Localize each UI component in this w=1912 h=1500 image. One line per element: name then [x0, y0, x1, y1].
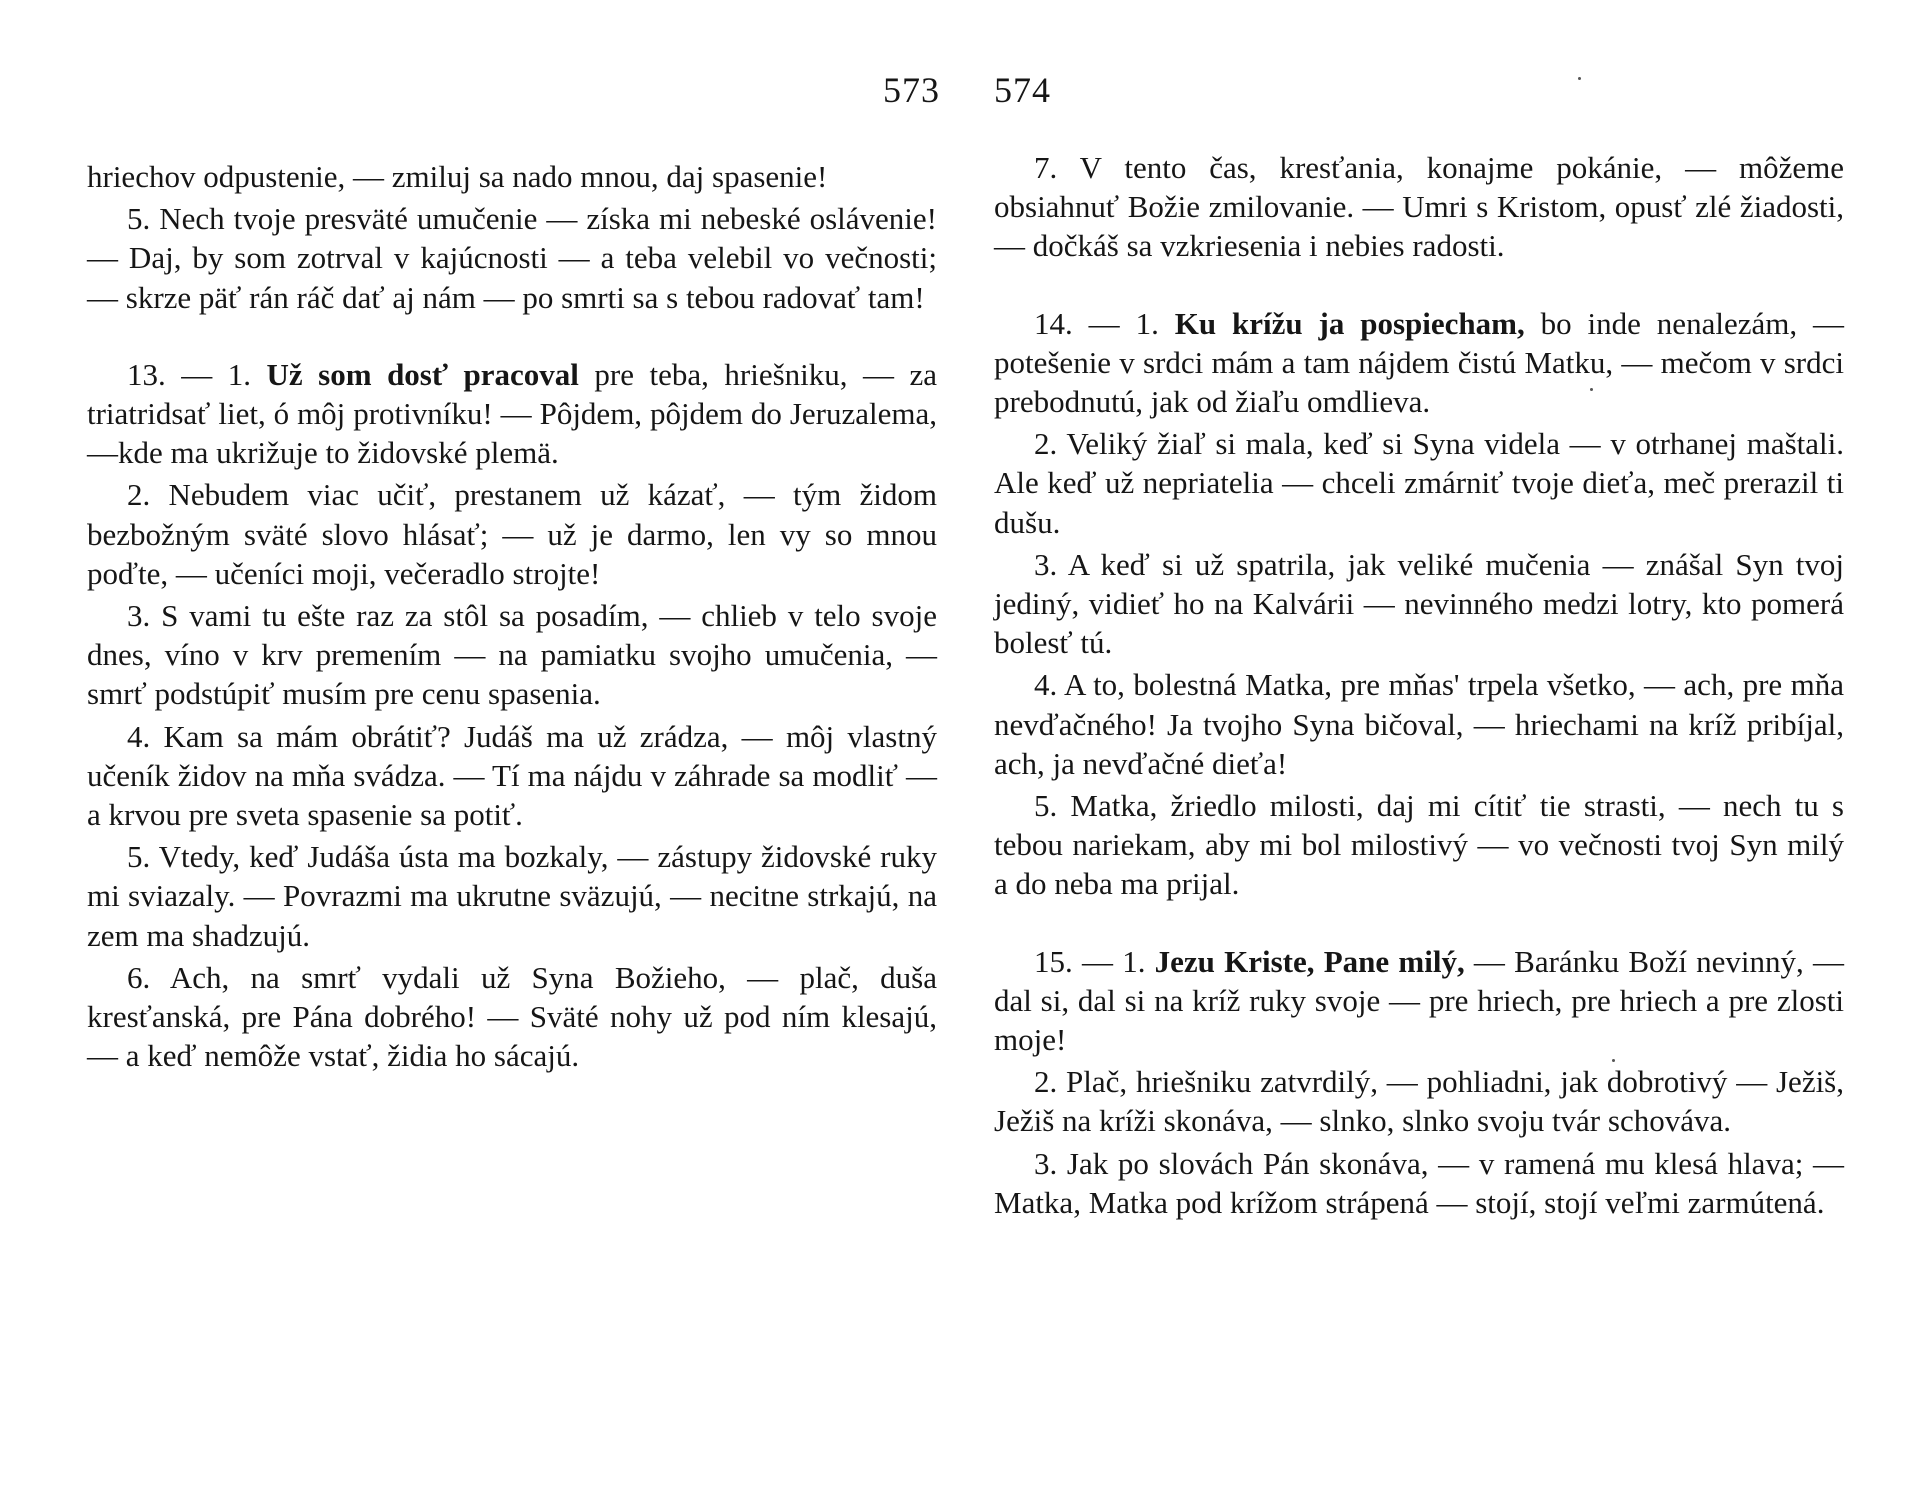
right-page-text: [994, 148, 1844, 1225]
song-title: Ku krížu ja pospiecham,: [1174, 305, 1525, 341]
paragraph: 3. S vami tu ešte raz za stôl sa posadím, — chlieb v telo svoje dnes, víno v krv premením — na pamiatku svojho umučenia, — smrť podstúpiť musím pre cenu spasenia.: [87, 598, 937, 712]
song-title: Jezu Kriste, Pane milý,: [1154, 943, 1465, 979]
song-15-heading: [994, 942, 1844, 1060]
song-number: 15. — 1.: [1034, 943, 1146, 979]
paragraph: 4. Kam sa mám obrátiť? Judáš ma už zrádza, — môj vlastný učeník židov na mňa svádza. — Tí ma nájdu v záhrade sa modliť — a krvou pre sveta spasenie sa potiť.: [87, 718, 937, 833]
right-page-number: 574: [994, 70, 1051, 110]
paragraph: 6. Ach, na smrť vydali už Syna Božieho, — plač, duša kresťanská, pre Pána dobrého! — Sväté nohy už pod ním klesajú, — a keď nemôže vstať, židia ho sácajú.: [87, 959, 937, 1074]
song-14-heading: [994, 304, 1844, 422]
left-page-text: [87, 157, 937, 1078]
paragraph: 3. A keď si už spatrila, jak veliké mučenia — znášal Syn tvoj jediný, vidieť ho na Kalvárii — nevinného medzi lotry, kto pomerá bolesť tú.: [994, 546, 1844, 661]
song-title: Už som dosť pracoval: [266, 356, 579, 392]
paragraph: 3. Jak po slovách Pán skonáva, — v ramená mu klesá hlava; — Matka, Matka pod krížom strápená — stojí, stojí veľmi zarmútená.: [994, 1145, 1844, 1220]
right-page: [994, 0, 1844, 1500]
scan-speck: [1578, 77, 1581, 80]
scan-speck: [1590, 388, 1593, 391]
song-text: bo inde nenalezám, — potešenie v srdci mám a tam nájdem čistú Matku, — mečom v srdci prebodnutú, jak od žiaľu omdlieva.: [994, 305, 1844, 420]
paragraph: 5. Vtedy, keď Judáša ústa ma bozkaly, — zástupy židovské ruky mi sviazaly. — Povrazmi ma ukrutne sväzujú, — necitne strkajú, na zem ma shadzujú.: [87, 839, 937, 953]
paragraph: 2. Nebudem viac učiť, prestanem už kázať, — tým židom bezbožným sväté slovo hlásať; — už je darmo, len vy so mnou poďte, — učeníci moji, večeradlo strojte!: [87, 477, 937, 591]
song-13-heading: [87, 355, 937, 473]
song-text: pre teba, hriešniku, — za triatridsať liet, ó môj protivníku! — Pôjdem, pôjdem do Jeruzalema, —kde ma ukrižuje to židovské plemä.: [87, 356, 938, 471]
paragraph: 2. Veliký žiaľ si mala, keď si Syna videla — v otrhanej maštali. Ale keď už nepriatelia — chceli zmárniť tvoje dieťa, meč prerazil ti dušu.: [994, 426, 1844, 540]
song-number: 13. — 1.: [127, 356, 252, 392]
left-page-number: 573: [883, 70, 940, 110]
left-page: [87, 0, 940, 1500]
paragraph: 7. V tento čas, kresťania, konajme pokánie, — môžeme obsiahnuť Božie zmilovanie. — Umri s Kristom, opusť zlé žiadosti, — dočkáš sa vzkriesenia i nebies radosti.: [994, 150, 1844, 264]
paragraph: 2. Plač, hriešniku zatvrdilý, — pohliadni, jak dobrotivý — Ježiš, Ježiš na kríži skonáva, — slnko, slnko svoju tvár schováva.: [994, 1064, 1844, 1139]
paragraph: 5. Nech tvoje presväté umučenie — získa mi nebeské oslávenie! — Daj, by som zotrval v kajúcnosti — a teba velebil vo večnosti; — skrze päť rán ráč dať aj nám — po smrti sa s tebou radovať tam!: [87, 201, 937, 315]
paragraph: 5. Matka, žriedlo milosti, daj mi cítiť tie strasti, — nech tu s tebou nariekam, aby mi bol milostivý — vo večnosti tvoj Syn milý a do neba ma prijal.: [994, 788, 1844, 902]
scan-speck: [1612, 1059, 1615, 1062]
song-text: — Baránku Boží nevinný, — dal si, dal si na kríž ruky svoje — pre hriech, pre hriech a pre zlosti moje!: [994, 943, 1844, 1058]
song-number: 14. — 1.: [1034, 305, 1159, 341]
paragraph: hriechov odpustenie, — zmiluj sa nado mnou, daj spasenie!: [87, 159, 828, 194]
paragraph: 4. A to, bolestná Matka, pre mňas' trpela všetko, — ach, pre mňa nevďačného! Ja tvojho Syna bičoval, — hriechami na kríž pribíjal, ach, ja nevďačné dieťa!: [994, 667, 1844, 781]
